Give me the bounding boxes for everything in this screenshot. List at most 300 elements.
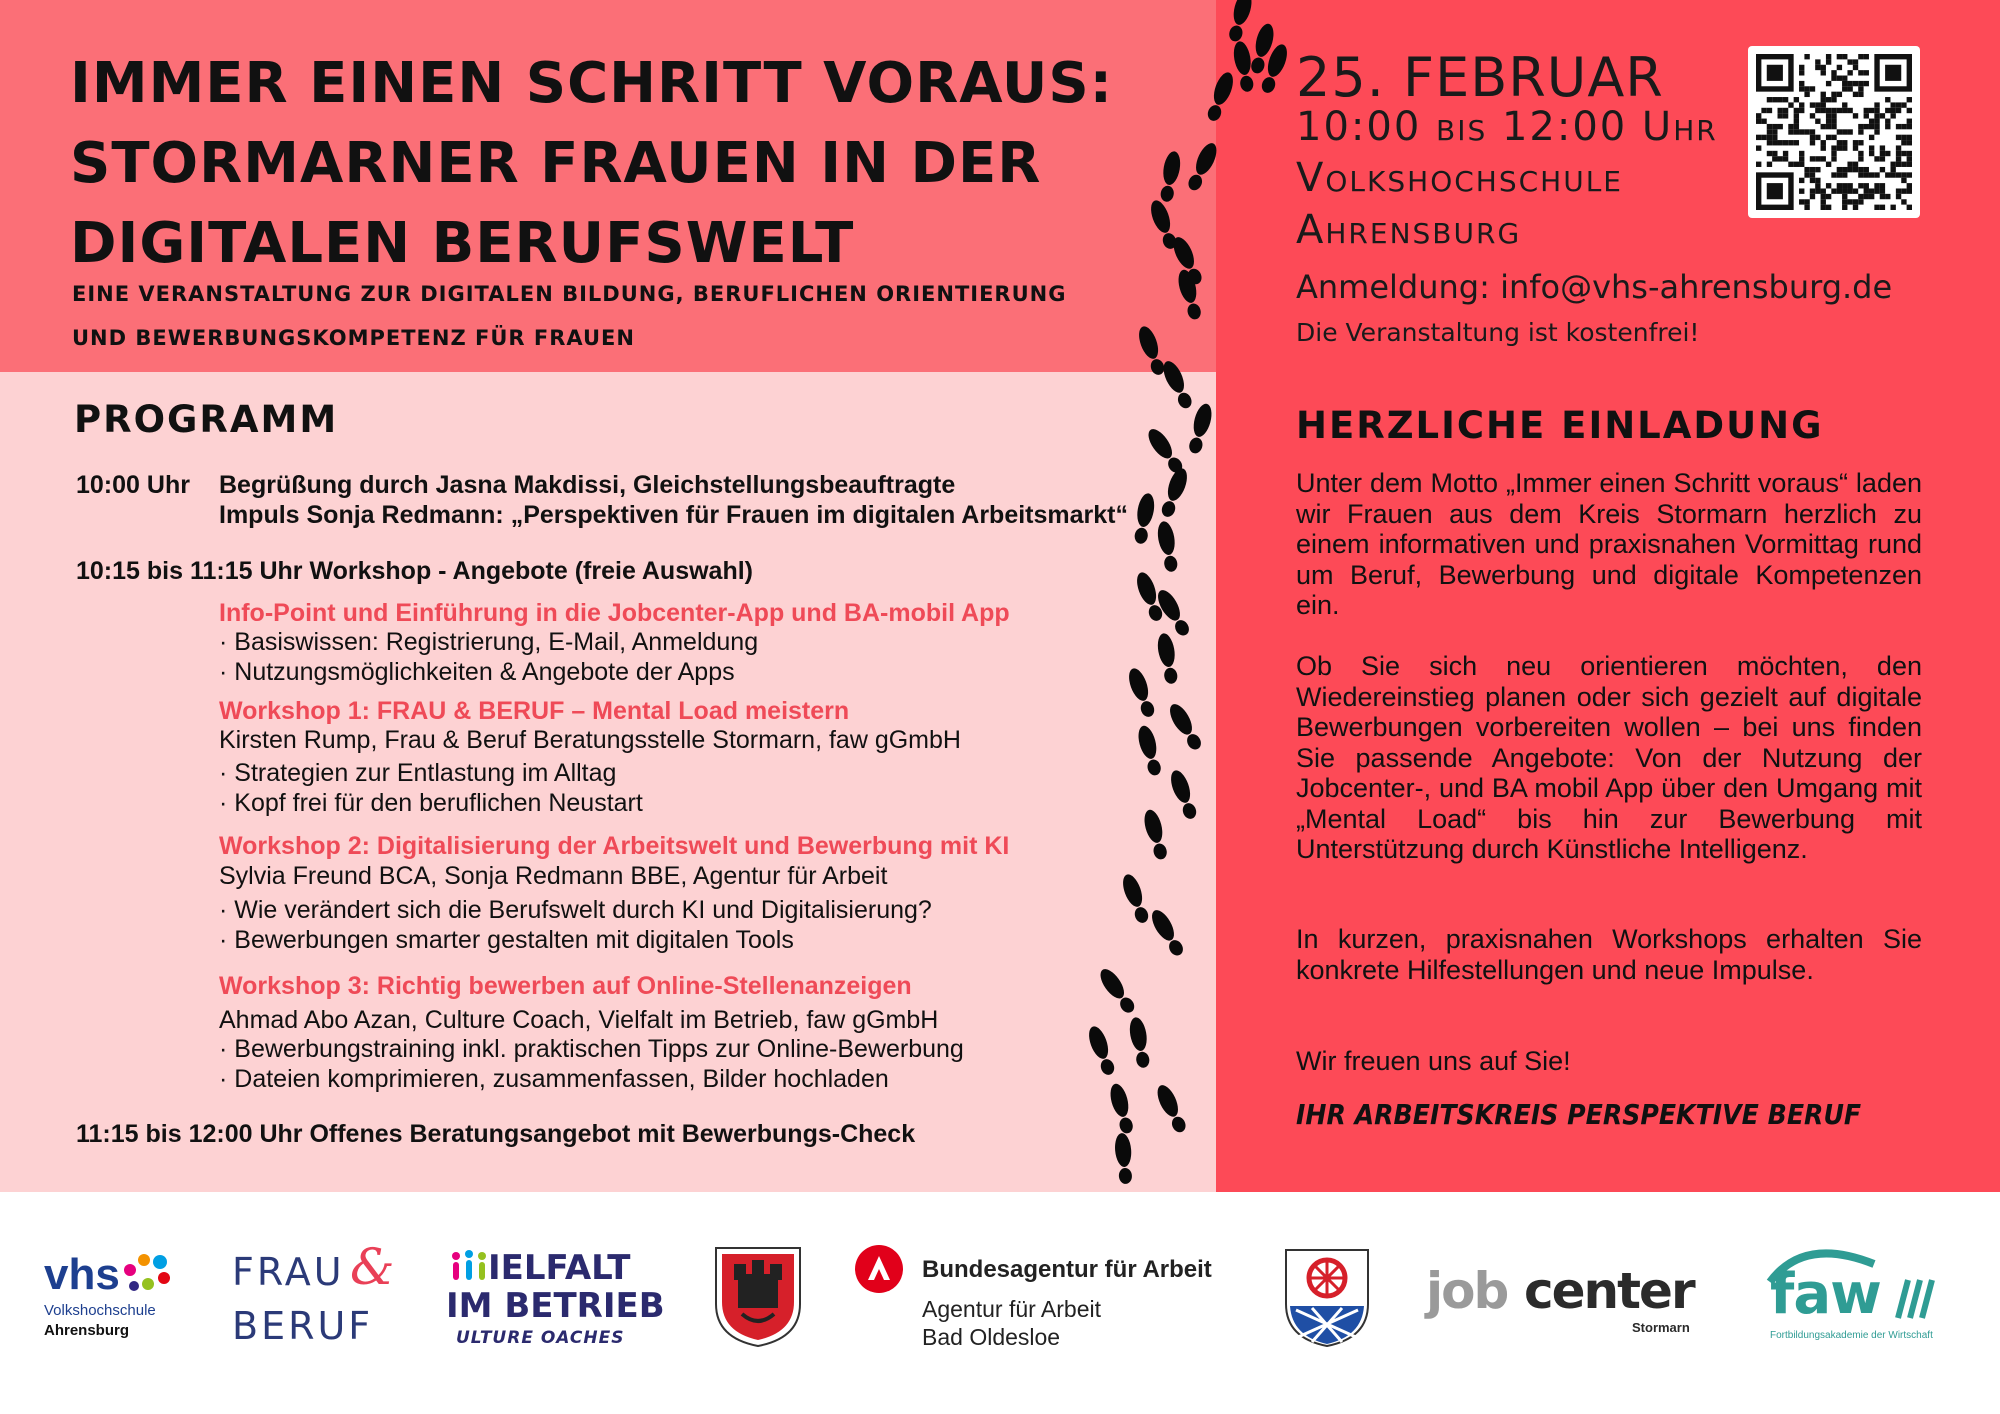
footprint bbox=[1155, 520, 1180, 573]
qr-module bbox=[1799, 188, 1804, 193]
qr-module bbox=[1853, 199, 1858, 204]
qr-module bbox=[1826, 97, 1831, 102]
footprint bbox=[1148, 907, 1187, 959]
qr-module bbox=[1885, 108, 1890, 113]
qr-module bbox=[1799, 199, 1804, 204]
workshop3-bullet: · Dateien komprimieren, zusammenfassen, Bilder hochladen bbox=[219, 1065, 889, 1093]
infopoint-bullet: · Nutzungsmöglichkeiten & Angebote der Apps bbox=[219, 658, 735, 686]
subtitle-line: UND BEWERBUNGSKOMPETENZ FÜR FRAUEN bbox=[72, 326, 635, 350]
invitation-closing: Wir freuen uns auf Sie! bbox=[1296, 1046, 1571, 1076]
qr-module bbox=[1799, 151, 1804, 156]
qr-module bbox=[1783, 97, 1788, 102]
qr-module bbox=[1815, 108, 1820, 113]
qr-module bbox=[1821, 199, 1826, 204]
qr-module bbox=[1880, 156, 1885, 161]
qr-module bbox=[1842, 145, 1847, 150]
title-line: IMMER EINEN SCHRITT VORAUS: bbox=[70, 51, 1114, 116]
invitation-heading: HERZLICHE EINLADUNG bbox=[1296, 404, 1824, 447]
qr-module bbox=[1804, 199, 1809, 204]
qr-module bbox=[1810, 140, 1815, 145]
footprint bbox=[1085, 1024, 1117, 1077]
qr-module bbox=[1783, 140, 1788, 145]
qr-module bbox=[1874, 172, 1879, 177]
footprint bbox=[1204, 70, 1236, 123]
qr-module bbox=[1858, 129, 1863, 134]
qr-module bbox=[1794, 162, 1799, 167]
ahrensburg-crest-icon bbox=[712, 1244, 804, 1348]
qr-module bbox=[1815, 178, 1820, 183]
frau-beruf-logo bbox=[232, 1238, 395, 1350]
qr-module bbox=[1847, 129, 1852, 134]
qr-module bbox=[1907, 205, 1912, 210]
qr-module bbox=[1821, 102, 1826, 107]
workshop3-bullet: · Bewerbungstraining inkl. praktischen Tipps zur Online-Bewerbung bbox=[219, 1035, 964, 1063]
qr-module bbox=[1794, 113, 1799, 118]
footprint bbox=[1186, 402, 1215, 455]
qr-module bbox=[1869, 124, 1874, 129]
qr-module bbox=[1847, 199, 1852, 204]
qr-module bbox=[1890, 172, 1895, 177]
qr-module bbox=[1847, 162, 1852, 167]
qr-module bbox=[1826, 162, 1831, 167]
qr-module bbox=[1901, 188, 1906, 193]
qr-finder bbox=[1767, 183, 1783, 199]
qr-module bbox=[1831, 92, 1836, 97]
workshop2-title: Workshop 2: Digitalisierung der Arbeitswelt und Bewerbung mit KI bbox=[219, 832, 1010, 860]
qr-module bbox=[1853, 162, 1858, 167]
qr-module bbox=[1772, 151, 1777, 156]
ba-line2: Agentur für Arbeit bbox=[922, 1296, 1101, 1322]
qr-module bbox=[1885, 151, 1890, 156]
qr-module bbox=[1847, 183, 1852, 188]
qr-module bbox=[1853, 188, 1858, 193]
qr-module bbox=[1842, 183, 1847, 188]
qr-module bbox=[1885, 97, 1890, 102]
qr-module bbox=[1837, 188, 1842, 193]
qr-module bbox=[1778, 108, 1783, 113]
qr-module bbox=[1804, 86, 1809, 91]
qr-module bbox=[1804, 172, 1809, 177]
qr-module bbox=[1831, 145, 1836, 150]
qr-module bbox=[1756, 145, 1761, 150]
qr-module bbox=[1799, 65, 1804, 70]
qr-module bbox=[1907, 124, 1912, 129]
qr-module bbox=[1767, 129, 1772, 134]
qr-module bbox=[1907, 183, 1912, 188]
qr-module bbox=[1842, 205, 1847, 210]
qr-module bbox=[1890, 205, 1895, 210]
event-venue-line2: Ahrensburg bbox=[1296, 207, 1522, 253]
qr-module bbox=[1756, 113, 1761, 118]
qr-module bbox=[1815, 59, 1820, 64]
qr-module bbox=[1901, 178, 1906, 183]
qr-module bbox=[1778, 140, 1783, 145]
footprint bbox=[1226, 0, 1255, 43]
page-title bbox=[70, 44, 1190, 284]
qr-module bbox=[1837, 167, 1842, 172]
qr-module bbox=[1858, 124, 1863, 129]
qr-module bbox=[1858, 167, 1863, 172]
frau-beruf-amp: & bbox=[350, 1238, 395, 1296]
qr-module bbox=[1885, 172, 1890, 177]
qr-module bbox=[1858, 70, 1863, 75]
qr-module bbox=[1847, 59, 1852, 64]
qr-module bbox=[1896, 162, 1901, 167]
qr-module bbox=[1853, 167, 1858, 172]
footprint bbox=[1167, 768, 1199, 821]
qr-module bbox=[1864, 81, 1869, 86]
qr-module bbox=[1880, 183, 1885, 188]
qr-module bbox=[1901, 162, 1906, 167]
qr-module bbox=[1842, 140, 1847, 145]
title-line: DIGITALEN BERUFSWELT bbox=[70, 211, 855, 276]
event-date: 25. FEBRUAR bbox=[1296, 46, 1664, 109]
qr-module bbox=[1874, 119, 1879, 124]
qr-module bbox=[1858, 156, 1863, 161]
qr-module bbox=[1783, 156, 1788, 161]
qr-module bbox=[1810, 188, 1815, 193]
footprint bbox=[1185, 140, 1221, 193]
qr-module bbox=[1826, 194, 1831, 199]
faw-logo bbox=[1764, 1244, 1964, 1344]
vhs-mark: vhs bbox=[44, 1250, 120, 1299]
qr-module bbox=[1901, 151, 1906, 156]
qr-module bbox=[1794, 124, 1799, 129]
qr-module bbox=[1810, 135, 1815, 140]
faw-mark: faw bbox=[1770, 1262, 1881, 1327]
qr-module bbox=[1858, 92, 1863, 97]
qr-module bbox=[1869, 108, 1874, 113]
qr-module bbox=[1842, 76, 1847, 81]
people-icon bbox=[450, 1250, 490, 1286]
footprint bbox=[1107, 1082, 1136, 1135]
qr-module bbox=[1907, 119, 1912, 124]
qr-module bbox=[1761, 135, 1766, 140]
qr-module bbox=[1874, 113, 1879, 118]
qr-module bbox=[1772, 124, 1777, 129]
qr-module bbox=[1890, 102, 1895, 107]
footprint bbox=[1144, 425, 1186, 476]
qr-module bbox=[1831, 151, 1836, 156]
qr-module bbox=[1810, 129, 1815, 134]
qr-module bbox=[1896, 172, 1901, 177]
qr-module bbox=[1901, 135, 1906, 140]
qr-module bbox=[1869, 188, 1874, 193]
jobcenter-logo bbox=[1426, 1262, 1716, 1342]
workshop1-bullet: · Kopf frei für den beruflichen Neustart bbox=[219, 789, 643, 817]
ba-mark-icon bbox=[854, 1244, 904, 1294]
qr-module bbox=[1767, 124, 1772, 129]
qr-module bbox=[1761, 108, 1766, 113]
footprint bbox=[1153, 1082, 1189, 1135]
footprint bbox=[1135, 324, 1167, 377]
footprint bbox=[1141, 808, 1170, 861]
qr-module bbox=[1804, 54, 1809, 59]
qr-module bbox=[1837, 65, 1842, 70]
qr-module bbox=[1778, 156, 1783, 161]
qr-module bbox=[1907, 140, 1912, 145]
invitation-paragraph: In kurzen, praxisnahen Workshops erhalten Sie konkrete Hilfestellungen und neue Impulse. bbox=[1296, 924, 1922, 985]
qr-module bbox=[1864, 194, 1869, 199]
qr-module bbox=[1890, 108, 1895, 113]
qr-module bbox=[1831, 156, 1836, 161]
qr-module bbox=[1788, 124, 1793, 129]
qr-module bbox=[1901, 140, 1906, 145]
qr-module bbox=[1826, 108, 1831, 113]
qr-module bbox=[1794, 108, 1799, 113]
jobcenter-center: center bbox=[1524, 1262, 1694, 1320]
qr-module bbox=[1772, 129, 1777, 134]
qr-module bbox=[1847, 81, 1852, 86]
qr-module bbox=[1815, 167, 1820, 172]
qr-module bbox=[1858, 183, 1863, 188]
qr-module bbox=[1890, 167, 1895, 172]
qr-module bbox=[1880, 205, 1885, 210]
qr-module bbox=[1907, 135, 1912, 140]
qr-module bbox=[1869, 135, 1874, 140]
vielfalt-line2: IM BETRIEB bbox=[446, 1286, 665, 1326]
event-time: 10:00 bis 12:00 Uhr bbox=[1296, 104, 1718, 150]
qr-module bbox=[1815, 135, 1820, 140]
page-subtitle bbox=[72, 272, 1182, 360]
qr-module bbox=[1896, 108, 1901, 113]
qr-module bbox=[1869, 151, 1874, 156]
qr-module bbox=[1804, 129, 1809, 134]
footprint bbox=[1135, 724, 1164, 777]
qr-module bbox=[1767, 108, 1772, 113]
qr-module bbox=[1788, 162, 1793, 167]
qr-module bbox=[1794, 97, 1799, 102]
qr-module bbox=[1831, 119, 1836, 124]
qr-module bbox=[1858, 140, 1863, 145]
qr-module bbox=[1847, 167, 1852, 172]
qr-module bbox=[1869, 145, 1874, 150]
qr-module bbox=[1907, 97, 1912, 102]
qr-module bbox=[1864, 167, 1869, 172]
qr-module bbox=[1853, 65, 1858, 70]
qr-module bbox=[1831, 135, 1836, 140]
qr-module bbox=[1799, 129, 1804, 134]
qr-module bbox=[1907, 172, 1912, 177]
qr-module bbox=[1874, 205, 1879, 210]
qr-module bbox=[1826, 54, 1831, 59]
qr-module bbox=[1901, 172, 1906, 177]
qr-module bbox=[1864, 183, 1869, 188]
footprint bbox=[1127, 1016, 1152, 1069]
workshop2-speakers: Sylvia Freund BCA, Sonja Redmann BBE, Agentur für Arbeit bbox=[219, 862, 888, 890]
qr-module bbox=[1826, 81, 1831, 86]
qr-module bbox=[1756, 119, 1761, 124]
qr-module bbox=[1772, 97, 1777, 102]
qr-module bbox=[1756, 135, 1761, 140]
qr-module bbox=[1821, 65, 1826, 70]
qr-module bbox=[1821, 108, 1826, 113]
qr-module bbox=[1810, 167, 1815, 172]
qr-module bbox=[1804, 92, 1809, 97]
qr-module bbox=[1831, 76, 1836, 81]
qr-module bbox=[1783, 113, 1788, 118]
slot1-line1: Begrüßung durch Jasna Makdissi, Gleichstellungsbeauftragte bbox=[219, 471, 956, 499]
qr-module bbox=[1880, 194, 1885, 199]
footprint bbox=[1132, 492, 1157, 545]
qr-module bbox=[1896, 194, 1901, 199]
qr-module bbox=[1815, 102, 1820, 107]
qr-module bbox=[1907, 108, 1912, 113]
qr-module bbox=[1847, 188, 1852, 193]
workshop3-title: Workshop 3: Richtig bewerben auf Online-Stellenanzeigen bbox=[219, 972, 912, 1000]
qr-module bbox=[1761, 119, 1766, 124]
subtitle-line: EINE VERANSTALTUNG ZUR DIGITALEN BILDUNG, BERUFLICHEN ORIENTIERUNG bbox=[72, 282, 1067, 306]
footprint bbox=[1096, 965, 1138, 1016]
qr-module bbox=[1874, 102, 1879, 107]
qr-module bbox=[1853, 92, 1858, 97]
qr-module bbox=[1874, 188, 1879, 193]
qr-module bbox=[1853, 59, 1858, 64]
footprint bbox=[1158, 150, 1183, 203]
qr-module bbox=[1810, 102, 1815, 107]
qr-module bbox=[1788, 129, 1793, 134]
qr-code[interactable] bbox=[1748, 46, 1920, 218]
qr-module bbox=[1874, 129, 1879, 134]
signature: IHR ARBEITSKREIS PERSPEKTIVE BERUF bbox=[1296, 1098, 1862, 1131]
qr-module bbox=[1901, 124, 1906, 129]
qr-module bbox=[1767, 151, 1772, 156]
qr-module bbox=[1907, 156, 1912, 161]
qr-module bbox=[1778, 113, 1783, 118]
qr-module bbox=[1847, 86, 1852, 91]
qr-module bbox=[1880, 151, 1885, 156]
qr-module bbox=[1821, 92, 1826, 97]
qr-module bbox=[1810, 178, 1815, 183]
footprint bbox=[1114, 1132, 1134, 1184]
qr-module bbox=[1885, 194, 1890, 199]
footprint bbox=[1159, 358, 1195, 411]
qr-module bbox=[1821, 145, 1826, 150]
qr-module bbox=[1788, 102, 1793, 107]
jobcenter-job: job bbox=[1426, 1262, 1508, 1320]
workshop3-speakers: Ahmad Abo Azan, Culture Coach, Vielfalt im Betrieb, faw gGmbH bbox=[219, 1006, 939, 1034]
registration-email[interactable]: Anmeldung: info@vhs-ahrensburg.de bbox=[1296, 268, 1893, 306]
qr-module bbox=[1826, 113, 1831, 118]
qr-module bbox=[1896, 188, 1901, 193]
qr-module bbox=[1815, 183, 1820, 188]
infopoint-title: Info-Point und Einführung in die Jobcenter-App und BA-mobil App bbox=[219, 599, 1010, 627]
qr-module bbox=[1890, 113, 1895, 118]
qr-module bbox=[1815, 156, 1820, 161]
qr-module bbox=[1858, 86, 1863, 91]
qr-module bbox=[1842, 86, 1847, 91]
qr-module bbox=[1815, 119, 1820, 124]
ba-line3: Bad Oldesloe bbox=[922, 1324, 1061, 1350]
slot1-time: 10:00 Uhr bbox=[76, 471, 190, 499]
qr-module bbox=[1756, 162, 1761, 167]
invitation-paragraph: Ob Sie sich neu orientieren möchten, den Wiedereinstieg planen oder sich gezielt auf digitale Bewerbungen vorbereiten wollen – bei uns finden Sie passende Angebote: Von der Nutzung der Jobcenter-, und BA mobil App über den Umgang mit „Mental Load“ bis hin zur Bewerbung mit Unterstützung durch Künstliche Intelligenz. bbox=[1296, 651, 1922, 864]
qr-finder bbox=[1767, 65, 1783, 81]
qr-module bbox=[1794, 129, 1799, 134]
qr-module bbox=[1831, 172, 1836, 177]
ba-line1: Bundesagentur für Arbeit bbox=[922, 1256, 1212, 1283]
qr-module bbox=[1794, 119, 1799, 124]
qr-module bbox=[1837, 145, 1842, 150]
qr-module bbox=[1853, 145, 1858, 150]
qr-module bbox=[1853, 140, 1858, 145]
qr-module bbox=[1810, 113, 1815, 118]
qr-module bbox=[1864, 70, 1869, 75]
qr-module bbox=[1821, 97, 1826, 102]
qr-module bbox=[1799, 108, 1804, 113]
qr-module bbox=[1799, 178, 1804, 183]
qr-module bbox=[1896, 124, 1901, 129]
qr-module bbox=[1837, 172, 1842, 177]
qr-module bbox=[1880, 167, 1885, 172]
vielfalt-line3: ULTURE OACHES bbox=[456, 1328, 625, 1348]
footprint bbox=[1155, 632, 1180, 685]
qr-module bbox=[1847, 108, 1852, 113]
qr-module bbox=[1837, 54, 1842, 59]
qr-module bbox=[1837, 76, 1842, 81]
qr-module bbox=[1907, 188, 1912, 193]
qr-module bbox=[1831, 188, 1836, 193]
qr-module bbox=[1815, 188, 1820, 193]
title-line: STORMARNER FRAUEN IN DER bbox=[70, 131, 1042, 196]
qr-module bbox=[1869, 194, 1874, 199]
qr-module bbox=[1799, 86, 1804, 91]
qr-module bbox=[1901, 199, 1906, 204]
qr-module bbox=[1890, 162, 1895, 167]
qr-module bbox=[1842, 199, 1847, 204]
qr-module bbox=[1783, 108, 1788, 113]
qr-module bbox=[1799, 70, 1804, 75]
qr-module bbox=[1837, 140, 1842, 145]
qr-module bbox=[1864, 172, 1869, 177]
qr-module bbox=[1858, 172, 1863, 177]
workshop2-bullet: · Bewerbungen smarter gestalten mit digitalen Tools bbox=[219, 926, 794, 954]
qr-module bbox=[1821, 194, 1826, 199]
qr-module bbox=[1837, 129, 1842, 134]
free-admission-note: Die Veranstaltung ist kostenfrei! bbox=[1296, 318, 1700, 347]
qr-module bbox=[1880, 188, 1885, 193]
qr-code-graphic bbox=[1748, 46, 1920, 218]
qr-module bbox=[1826, 124, 1831, 129]
qr-module bbox=[1842, 129, 1847, 134]
qr-module bbox=[1880, 145, 1885, 150]
workshop1-speakers: Kirsten Rump, Frau & Beruf Beratungsstelle Stormarn, faw gGmbH bbox=[219, 726, 961, 754]
qr-module bbox=[1831, 124, 1836, 129]
qr-module bbox=[1842, 167, 1847, 172]
qr-module bbox=[1799, 156, 1804, 161]
event-venue-line1: Volkshochschule bbox=[1296, 155, 1623, 201]
vhs-dots-icon bbox=[120, 1250, 176, 1294]
qr-module bbox=[1831, 97, 1836, 102]
footprint bbox=[1125, 666, 1157, 719]
qr-module bbox=[1885, 119, 1890, 124]
qr-module bbox=[1896, 151, 1901, 156]
qr-module bbox=[1858, 194, 1863, 199]
qr-module bbox=[1864, 124, 1869, 129]
qr-module bbox=[1799, 162, 1804, 167]
qr-module bbox=[1772, 156, 1777, 161]
vhs-line1: Volkshochschule bbox=[44, 1302, 156, 1319]
qr-module bbox=[1826, 119, 1831, 124]
qr-module bbox=[1842, 194, 1847, 199]
qr-module bbox=[1826, 135, 1831, 140]
qr-module bbox=[1767, 97, 1772, 102]
qr-module bbox=[1880, 113, 1885, 118]
qr-module bbox=[1810, 86, 1815, 91]
qr-module bbox=[1853, 113, 1858, 118]
slot1-line2: Impuls Sonja Redmann: „Perspektiven für Frauen im digitalen Arbeitsmarkt“ bbox=[219, 501, 1128, 529]
qr-module bbox=[1821, 188, 1826, 193]
